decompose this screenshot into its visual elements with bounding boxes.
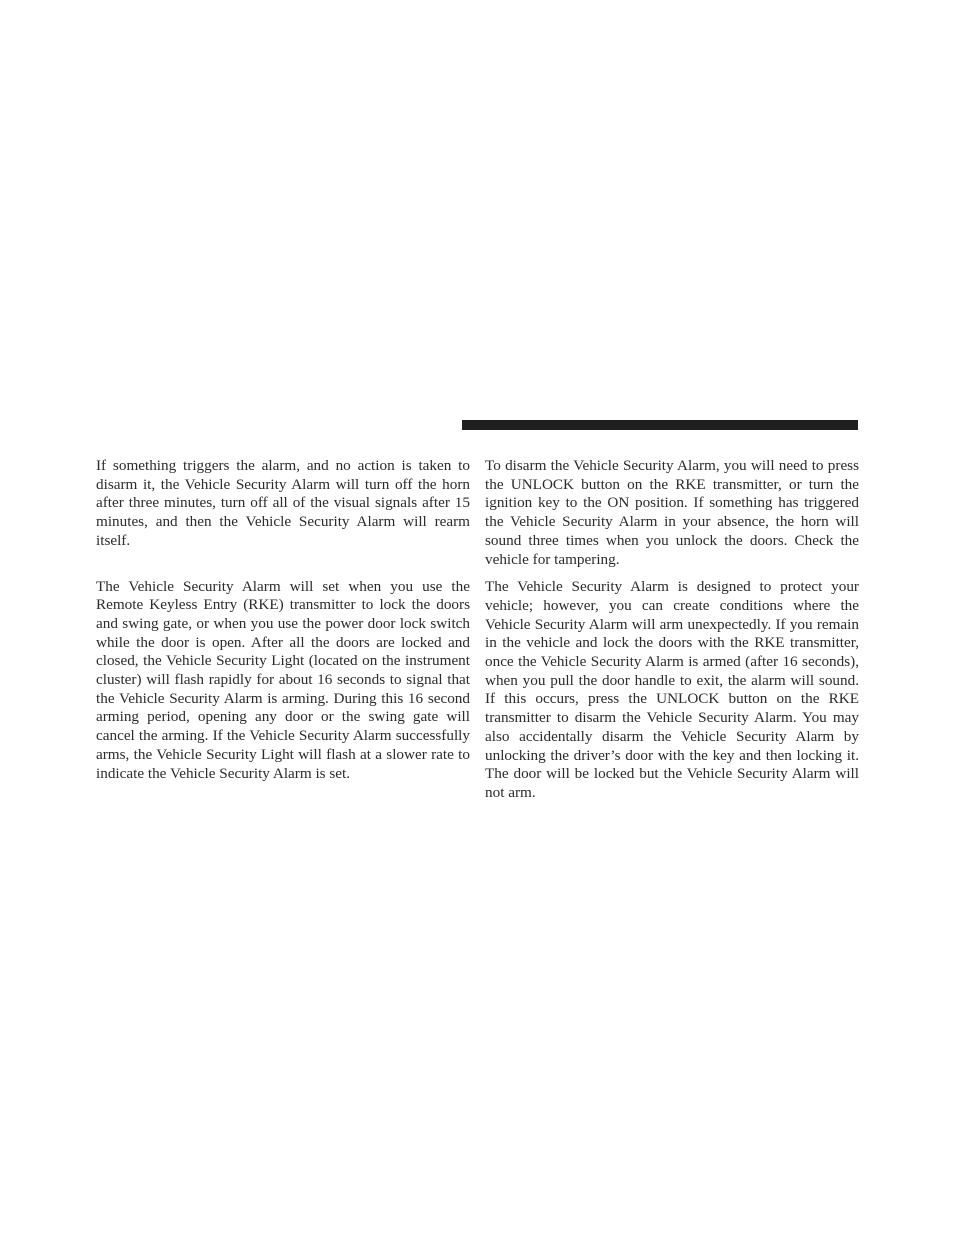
right-column xyxy=(485,457,859,803)
alarm-arming-paragraph: The Vehicle Security Alarm will set when you use the Remote Keyless Entry (RKE) transmitter to lock the doors and swing gate, or when you use the power door lock switch while the door is open. After all the doors are locked and closed, the Vehicle Security Light (located on the instrument cluster) will flash rapidly for about 16 seconds to signal that the Vehicle Security Alarm is arming. During this 16 second arming period, opening any door or the swing gate will cancel the arming. If the Vehicle Security Alarm successfully arms, the Vehicle Security Light will flash at a slower rate to indicate the Vehicle Security Alarm is set. xyxy=(96,577,470,782)
section-heading-bar xyxy=(462,420,858,430)
alarm-trigger-paragraph: If something triggers the alarm, and no action is taken to disarm it, the Vehicle Security Alarm will turn off the horn after three minutes, turn off all of the visual signals after 15 minutes, and then the Vehicle Security Alarm will rearm itself. xyxy=(96,457,470,549)
unexpected-arming-paragraph: The Vehicle Security Alarm is designed to protect your vehicle; however, you can create conditions where the Vehicle Security Alarm will arm unexpectedly. If you remain in the vehicle and lock the doors with the RKE transmitter, once the Vehicle Security Alarm is armed (after 16 seconds), when you pull the door handle to exit, the alarm will sound. If this occurs, press the UNLOCK button on the RKE transmitter to disarm the Vehicle Security Alarm. You may also accidentally disarm the Vehicle Security Alarm by unlocking the driver’s door with the key and then locking it. The door will be locked but the Vehicle Security Alarm will not arm. xyxy=(485,578,859,801)
alarm-disarm-paragraph: To disarm the Vehicle Security Alarm, you will need to press the UNLOCK button on the RKE transmitter, or turn the ignition key to the ON position. If something has triggered the Vehicle Security Alarm in your absence, the horn will sound three times when you unlock the doors. Check the vehicle for tampering. xyxy=(485,457,859,568)
left-column xyxy=(96,457,470,783)
